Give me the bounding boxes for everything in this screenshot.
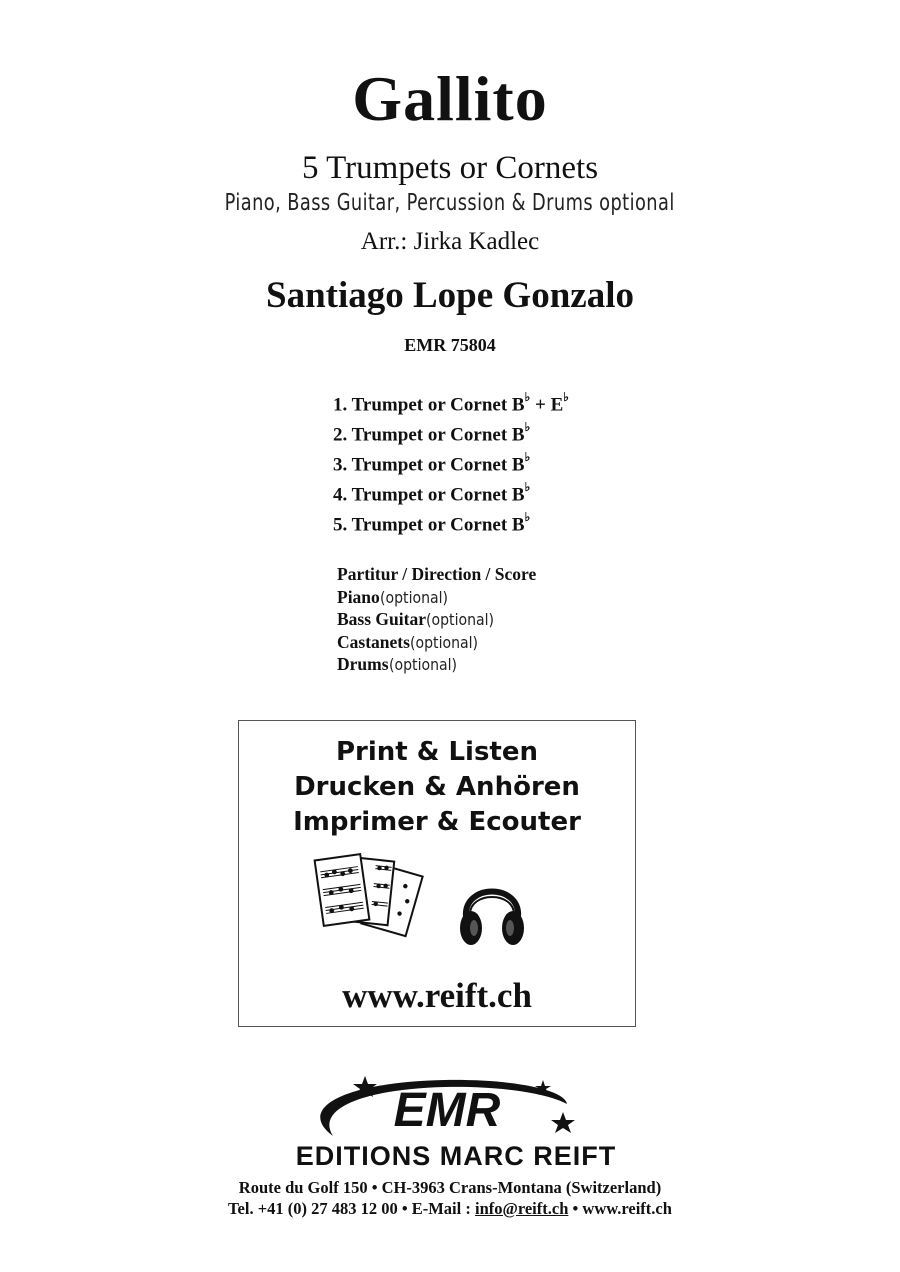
part-label: 3. Trumpet or Cornet B bbox=[333, 454, 525, 476]
extra-item bbox=[337, 586, 536, 609]
extra-item bbox=[337, 563, 536, 586]
flat-sign: ♭ bbox=[563, 390, 569, 404]
flat-sign: ♭ bbox=[524, 390, 531, 404]
flat-sign: ♭ bbox=[524, 450, 531, 464]
contact-tel: Tel. +41 (0) 27 483 12 00 • E-Mail : bbox=[228, 1199, 475, 1218]
part-label: 5. Trumpet or Cornet B bbox=[333, 514, 525, 536]
part-label: 1. Trumpet or Cornet B bbox=[333, 394, 525, 416]
promo-line-de: Drucken & Anhören bbox=[294, 772, 580, 802]
instrumentation-text: Piano, Bass Guitar, Percussion & Drums optional bbox=[224, 190, 676, 216]
extra-item bbox=[337, 631, 536, 654]
part-label-extra: + E bbox=[530, 394, 564, 416]
instrumentation-line bbox=[0, 190, 900, 216]
publisher-contact bbox=[0, 1199, 900, 1219]
extra-parts-list bbox=[337, 563, 536, 676]
publisher-address: Route du Golf 150 • CH-3963 Crans-Montana (Switzerland) bbox=[238, 1178, 662, 1197]
emr-logo-mark: EMR bbox=[393, 1084, 501, 1137]
promo-line-en: Print & Listen bbox=[335, 737, 539, 767]
extra-item bbox=[337, 653, 536, 676]
part-item bbox=[333, 474, 569, 504]
extra-note: (optional) bbox=[388, 655, 457, 675]
extra-name: Castanets bbox=[337, 631, 410, 652]
email-link[interactable]: info@reift.ch bbox=[474, 1199, 569, 1218]
extra-note: (optional) bbox=[409, 632, 478, 652]
publisher-name: EDITIONS MARC REIFT bbox=[295, 1141, 617, 1170]
contact-web: • www.reift.ch bbox=[568, 1199, 672, 1218]
composer-name: Santiago Lope Gonzalo bbox=[266, 275, 634, 316]
extra-name: Piano bbox=[337, 586, 380, 607]
extra-name: Bass Guitar bbox=[337, 609, 426, 630]
flat-sign: ♭ bbox=[524, 480, 531, 494]
extra-note: (optional) bbox=[425, 610, 495, 630]
sheet-music-icon bbox=[311, 851, 441, 946]
extra-name: Partitur / Direction / Score bbox=[337, 564, 537, 584]
part-item bbox=[333, 504, 569, 534]
promo-line-fr: Imprimer & Ecouter bbox=[293, 807, 581, 837]
editions-marc-reift-wordmark bbox=[238, 1140, 674, 1170]
extra-note: (optional) bbox=[379, 587, 448, 607]
headphones-icon bbox=[457, 873, 527, 951]
ensemble-subtitle: 5 Trumpets or Cornets bbox=[301, 150, 599, 186]
part-label: 4. Trumpet or Cornet B bbox=[333, 484, 525, 506]
part-item bbox=[333, 444, 569, 474]
extra-name: Drums bbox=[337, 654, 389, 675]
flat-sign: ♭ bbox=[524, 510, 531, 524]
website-url[interactable]: www.reift.ch bbox=[342, 976, 532, 1015]
part-item bbox=[333, 414, 569, 444]
emr-logo-graphic bbox=[305, 1074, 585, 1146]
star-icon bbox=[551, 1112, 575, 1133]
catalog-code: EMR 75804 bbox=[404, 335, 496, 355]
flat-sign: ♭ bbox=[524, 420, 531, 434]
part-label: 2. Trumpet or Cornet B bbox=[333, 424, 525, 446]
extra-item bbox=[337, 608, 536, 631]
print-listen-box bbox=[238, 720, 636, 1027]
parts-list bbox=[333, 384, 569, 534]
arranger-credit: Arr.: Jirka Kadlec bbox=[360, 228, 540, 255]
part-item bbox=[333, 384, 569, 414]
piece-title: Gallito bbox=[352, 63, 548, 134]
